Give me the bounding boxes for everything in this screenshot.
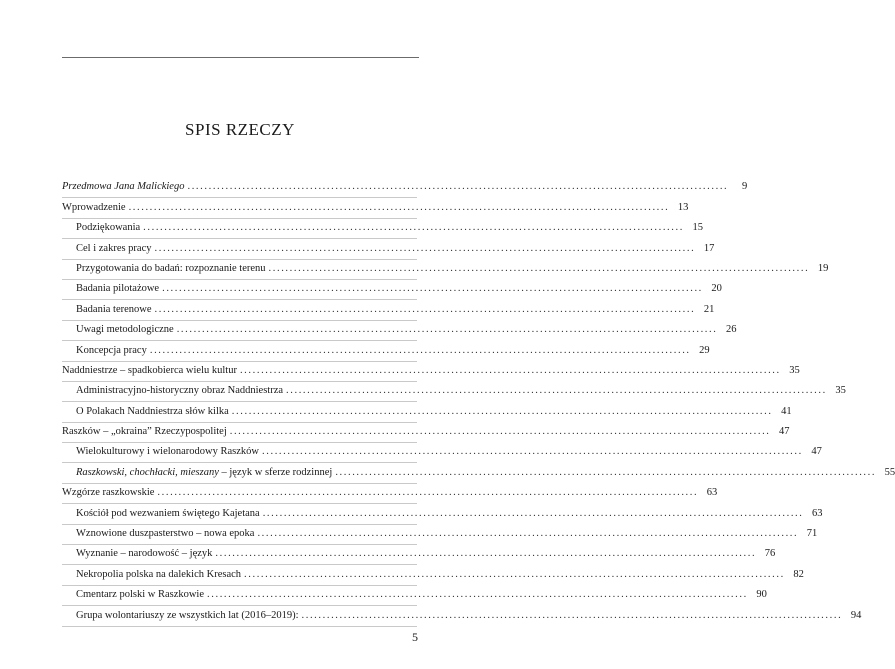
toc-entry-title <box>76 262 266 276</box>
toc-entry-title <box>76 609 299 623</box>
toc-entry-title <box>76 527 254 541</box>
toc-dot-leader: ................................................................................................................................ <box>207 589 748 601</box>
top-rule <box>62 57 419 58</box>
toc-entry-page: 29 <box>699 344 710 356</box>
toc-entry-title-segment: Wznowione duszpasterstwo – nowa epoka <box>76 528 255 540</box>
toc-entry-title-segment: Raszkowski, chochłacki, mieszany <box>76 466 219 478</box>
toc-entry <box>62 545 776 565</box>
toc-entry-title <box>76 344 147 358</box>
toc-entry-title-segment: Badania terenowe <box>76 303 152 315</box>
toc-entry-page: 63 <box>812 507 823 519</box>
toc-entry-title-segment: O Polakach Naddniestrza słów kilka <box>76 405 229 417</box>
toc-entry-title <box>76 242 152 256</box>
toc-entry <box>62 443 822 463</box>
toc-entry-title <box>76 466 332 480</box>
toc-entry <box>62 280 722 300</box>
toc-entry-page: 82 <box>793 568 804 580</box>
toc-entry-title <box>62 486 154 500</box>
toc-entry-title-segment: Podziękowania <box>76 222 141 234</box>
toc-entry-title-segment: Wyznanie – narodowość – język <box>76 548 213 560</box>
toc-entry-page: 76 <box>764 548 776 560</box>
toc-dot-leader: ................................................................................................................................ <box>262 446 803 458</box>
toc-dot-leader: ................................................................................................................................ <box>231 405 773 417</box>
toc-dot-leader: ................................................................................................................................ <box>187 181 729 193</box>
toc-entry-title-segment: Przedmowa Jana Malickiego <box>62 181 185 193</box>
toc-entry-title-segment: Koncepcja pracy <box>76 344 147 356</box>
toc-dot-leader: ................................................................................................................................ <box>244 568 785 580</box>
toc-entry-title <box>76 507 260 521</box>
toc-entry-page: 35 <box>789 364 800 376</box>
toc-entry <box>62 341 710 361</box>
toc-entry <box>62 382 846 402</box>
toc-entry-page: 63 <box>706 487 718 499</box>
toc-entry-title <box>62 364 237 378</box>
toc-dot-leader: ................................................................................................................................ <box>128 201 670 213</box>
toc-entry-page: 17 <box>703 242 715 254</box>
toc-entry <box>62 402 792 422</box>
toc-entry-title-segment: Wielokulturowy i wielonarodowy Raszków <box>76 446 260 458</box>
toc-entry-page: 15 <box>692 222 703 234</box>
toc-entry <box>62 565 804 585</box>
toc-entry <box>62 463 895 483</box>
toc-entry-title <box>76 323 174 337</box>
toc-dot-leader: ................................................................................................................................ <box>157 487 699 499</box>
toc-entry-page: 47 <box>811 446 822 458</box>
toc-entry-page: 35 <box>835 385 846 397</box>
toc-entry-title-segment: Przygotowania do badań: rozpoznanie terenu <box>76 262 266 274</box>
toc-entry-title-segment: Naddniestrze – spadkobierca wielu kultur <box>62 364 237 376</box>
toc-entry-title-segment: Cel i zakres pracy <box>76 242 152 254</box>
toc-entry <box>62 260 829 280</box>
toc-entry-page: 20 <box>711 283 722 295</box>
toc-dot-leader: ................................................................................................................................ <box>229 426 771 438</box>
toc-entry-page: 71 <box>806 528 818 540</box>
toc-entry <box>62 606 862 626</box>
toc-dot-leader: ................................................................................................................................ <box>286 385 827 397</box>
toc-entry-title <box>76 547 212 561</box>
toc-entry-title <box>76 303 152 317</box>
toc-entry-title <box>76 221 140 235</box>
toc-entry-page: 94 <box>850 609 862 621</box>
toc-entry-page: 21 <box>703 303 715 315</box>
toc-entry-title <box>76 384 283 398</box>
toc-entry <box>62 198 689 218</box>
toc-entry <box>62 239 715 259</box>
toc-entry <box>62 219 703 239</box>
toc-dot-leader: ................................................................................................................................ <box>335 466 877 478</box>
toc-entry-page: 47 <box>779 426 790 438</box>
toc-entry-title <box>76 282 159 296</box>
toc-entry <box>62 423 790 443</box>
toc-dot-leader: ................................................................................................................................ <box>162 283 703 295</box>
toc-dot-leader: ................................................................................................................................ <box>301 609 843 621</box>
toc-entry <box>62 178 748 198</box>
toc-entry <box>62 525 818 545</box>
toc-entry-title <box>76 568 241 582</box>
toc-entry-title <box>62 180 184 194</box>
toc-entry-title <box>62 425 227 439</box>
toc-entry <box>62 362 800 382</box>
toc-entry-title-segment: Kościół pod wezwaniem świętego Kajetana <box>76 507 260 519</box>
toc-dot-leader: ................................................................................................................................ <box>154 242 696 254</box>
toc-entry <box>62 321 737 341</box>
toc-dot-leader: ................................................................................................................................ <box>257 528 799 540</box>
toc-dot-leader: ................................................................................................................................ <box>262 507 804 519</box>
toc-entry-title-segment: Administracyjno-historyczny obraz Naddniestrza <box>76 385 284 397</box>
toc-entry-title-segment: Nekropolia polska na dalekich Kresach <box>76 568 242 580</box>
toc-dot-leader: ................................................................................................................................ <box>143 222 684 234</box>
toc-entry-title-segment: Wprowadzenie <box>62 201 126 213</box>
toc-entry-title-segment: Cmentarz polski w Raszkowie <box>76 589 205 601</box>
page-title: SPIS RZECZY <box>185 120 295 139</box>
toc-entry <box>62 504 823 524</box>
toc-dot-leader: ................................................................................................................................ <box>149 344 691 356</box>
toc-dot-leader: ................................................................................................................................ <box>215 548 757 560</box>
toc-entry-title-segment: Badania pilotażowe <box>76 283 160 295</box>
toc-entry <box>62 586 767 606</box>
toc-entry-title-segment: Grupa wolontariuszy ze wszystkich lat (2016–2019): <box>76 609 299 621</box>
toc-entry-page: 55 <box>884 466 895 478</box>
toc-entry-page: 26 <box>726 324 737 336</box>
toc-entry-title <box>76 405 229 419</box>
toc-entry-title-segment: – język w sferze rodzinnej <box>218 466 333 478</box>
toc-entry-page: 90 <box>756 589 767 601</box>
toc-dot-leader: ................................................................................................................................ <box>154 303 696 315</box>
page-number: 5 <box>412 630 418 644</box>
toc-entry-title <box>62 201 126 215</box>
table-of-contents <box>62 178 895 627</box>
toc-entry-page: 9 <box>742 181 748 193</box>
toc-dot-leader: ................................................................................................................................ <box>268 262 810 274</box>
toc-entry-title-segment: Wzgórze raszkowskie <box>62 487 155 499</box>
toc-entry-page: 13 <box>677 201 689 213</box>
toc-entry <box>62 484 718 504</box>
toc-entry-title <box>76 445 259 459</box>
toc-dot-leader: ................................................................................................................................ <box>176 324 718 336</box>
toc-entry-page: 41 <box>781 405 792 417</box>
toc-entry-title <box>76 588 204 602</box>
toc-entry-page: 19 <box>817 262 829 274</box>
toc-entry <box>62 300 715 320</box>
toc-dot-leader: ................................................................................................................................ <box>239 364 781 376</box>
toc-entry-title-segment: Raszków – „okraina” Rzeczypospolitej <box>62 426 227 438</box>
toc-entry-title-segment: Uwagi metodologiczne <box>76 324 174 336</box>
